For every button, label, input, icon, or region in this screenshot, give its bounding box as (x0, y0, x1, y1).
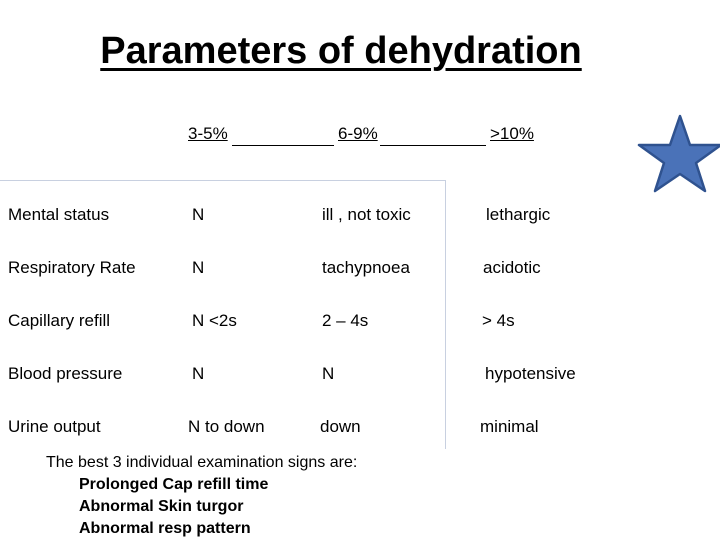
cell-mild: N (192, 364, 205, 383)
examination-note (46, 452, 357, 540)
cell-severe: hypotensive (485, 364, 576, 383)
column-header-moderate: 6-9% (338, 124, 378, 143)
cell-moderate: tachypnoea (322, 258, 410, 277)
cell-mild: N to down (188, 417, 265, 436)
page-title: Parameters of dehydration (100, 30, 582, 72)
row-label: Respiratory Rate (8, 258, 136, 277)
cell-mild: N <2s (192, 311, 237, 330)
header-underline-spacer (380, 145, 486, 146)
cell-severe: lethargic (486, 205, 551, 224)
cell-moderate: ill , not toxic (322, 205, 411, 224)
row-label: Mental status (8, 205, 110, 224)
note-heading: The best 3 individual examination signs are: (46, 454, 358, 471)
star-icon (632, 113, 720, 193)
header-underline-spacer (232, 145, 334, 146)
row-label: Blood pressure (8, 364, 123, 383)
column-header-severe: >10% (490, 124, 534, 143)
cell-severe: minimal (480, 417, 539, 436)
cell-moderate: 2 – 4s (322, 311, 369, 330)
row-label: Capillary refill (8, 311, 111, 330)
note-item: Abnormal resp pattern (79, 520, 251, 537)
cell-mild: N (192, 258, 205, 277)
column-header-mild: 3-5% (188, 124, 228, 143)
note-item: Prolonged Cap refill time (79, 476, 269, 493)
note-item: Abnormal Skin turgor (79, 498, 244, 515)
cell-moderate: down (320, 417, 361, 436)
cell-mild: N (192, 205, 205, 224)
row-label: Urine output (8, 417, 101, 436)
cell-moderate: N (322, 364, 335, 383)
cell-severe: > 4s (482, 311, 515, 330)
cell-severe: acidotic (483, 258, 541, 277)
